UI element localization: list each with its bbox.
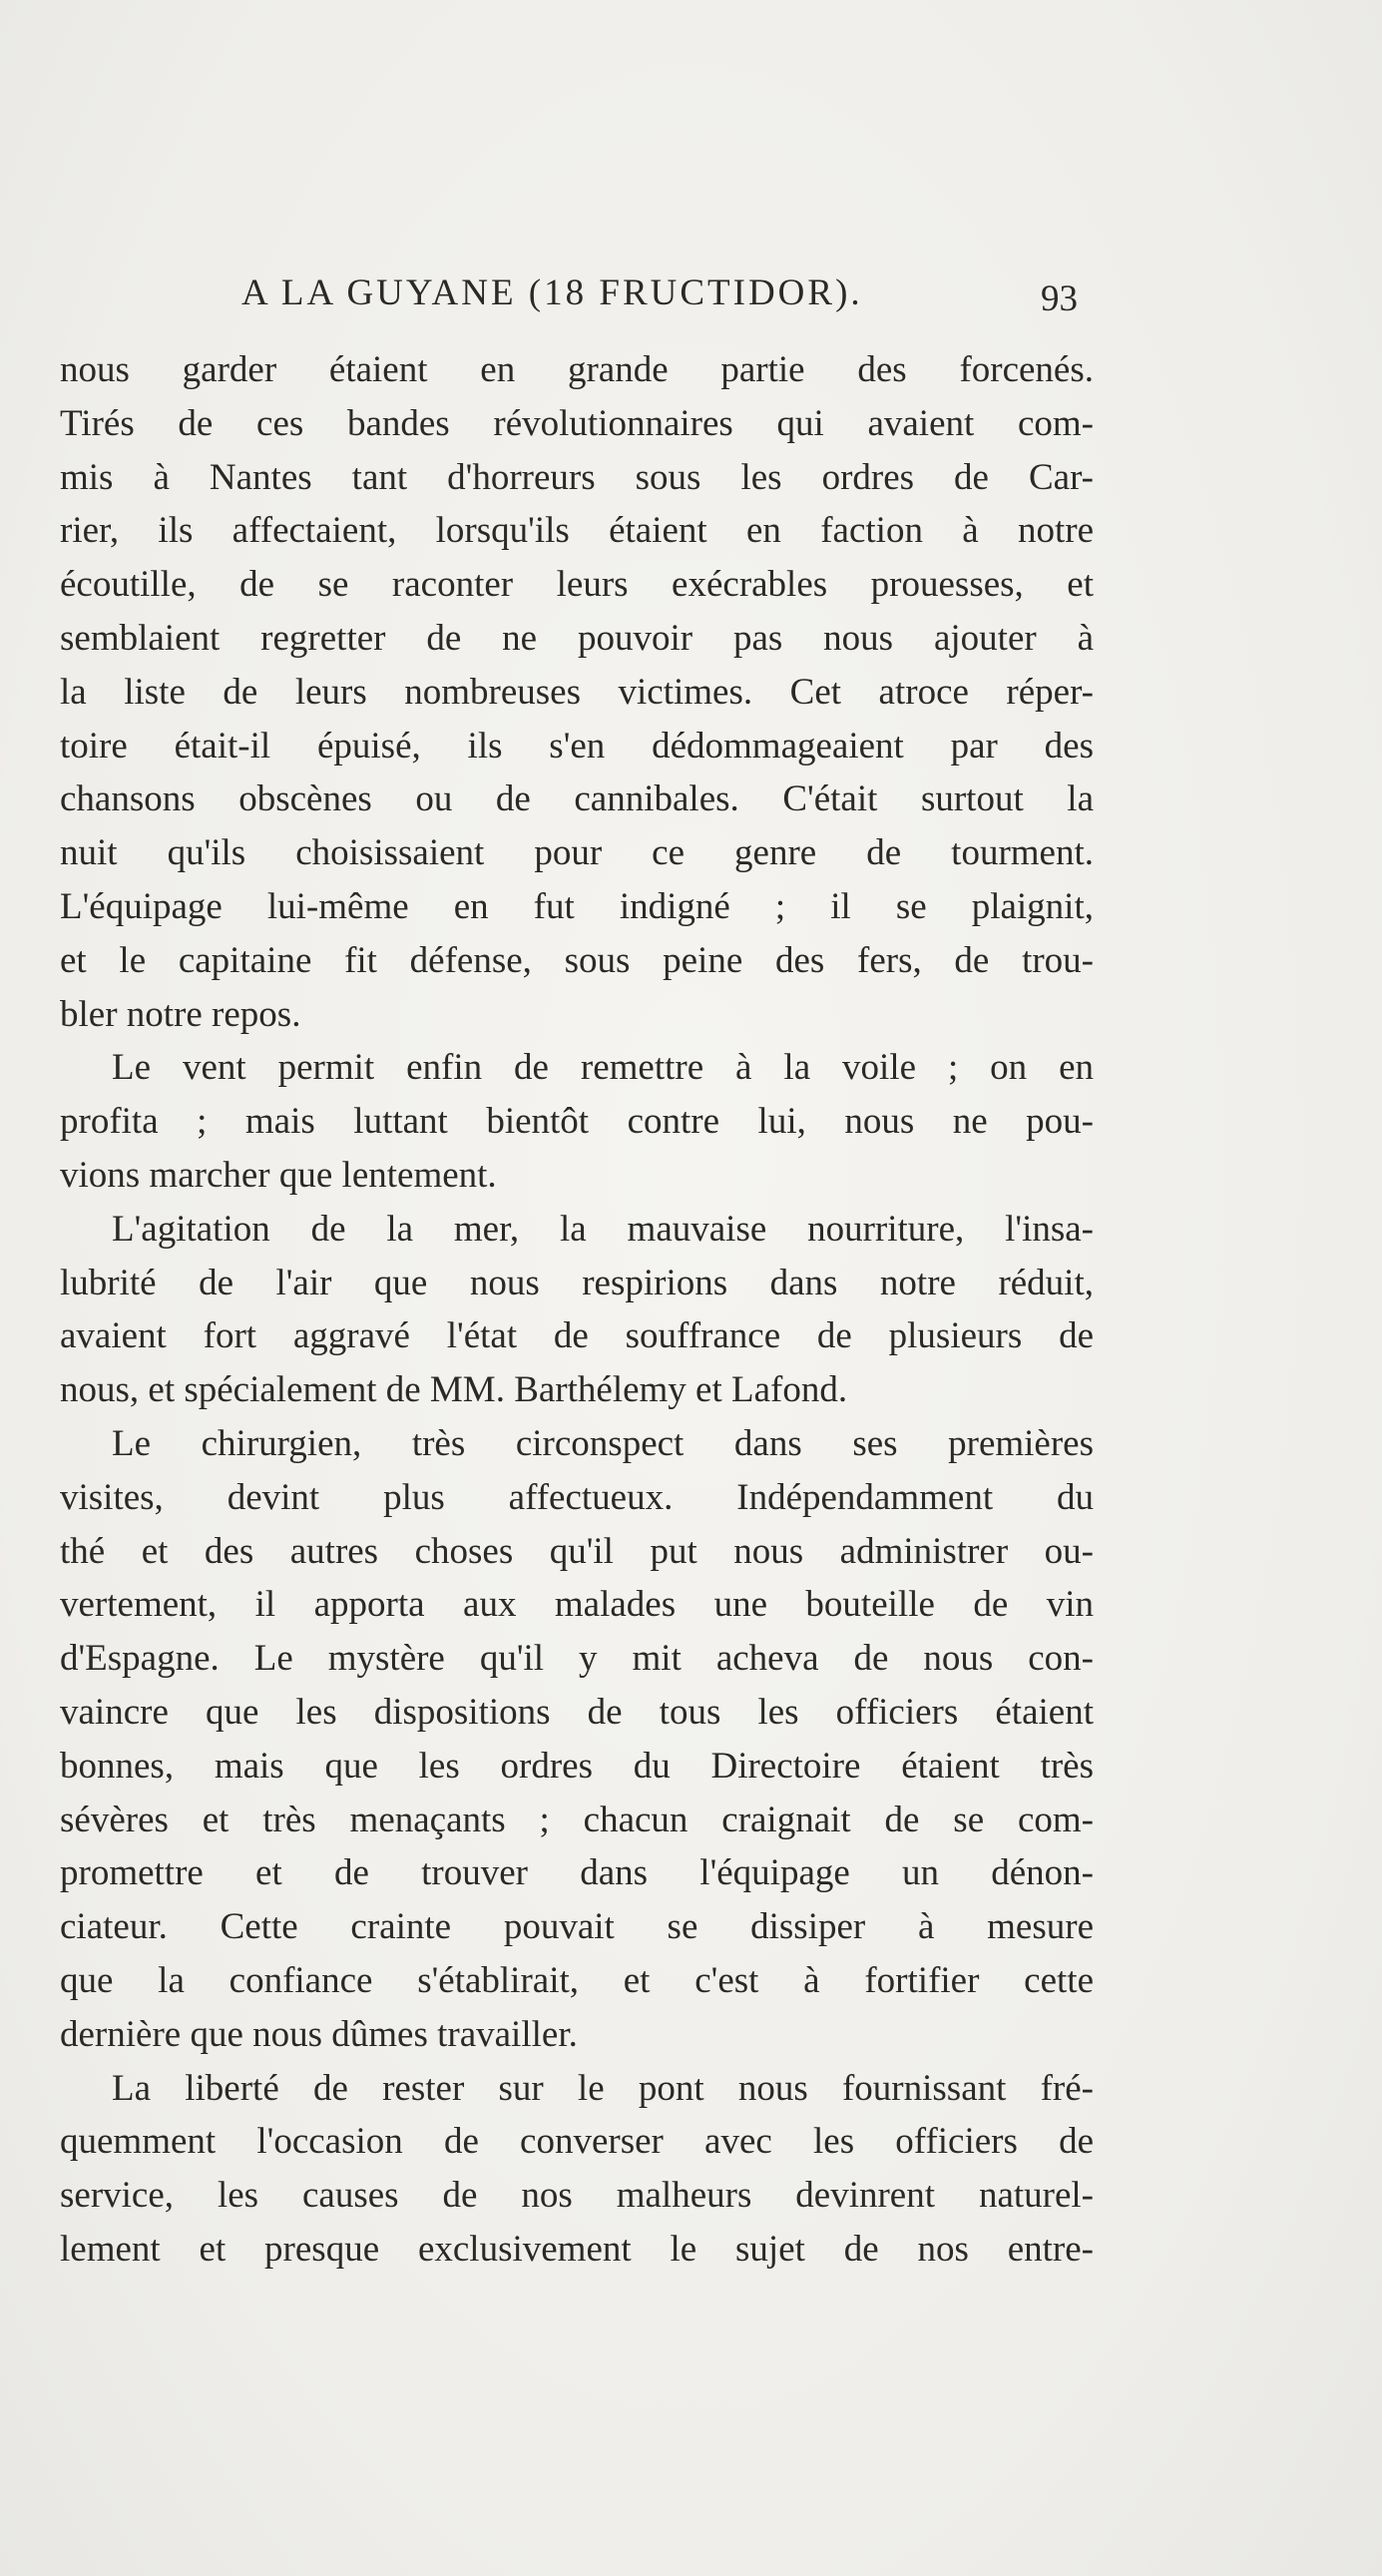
paragraph-end-line: vions marcher que lentement. xyxy=(60,1154,497,1196)
paragraph-end-line: nous, et spécialement de MM. Barthélemy et Lafond. xyxy=(60,1369,848,1411)
text-line: semblaient regretter de ne pouvoir pas nous ajouter à xyxy=(60,617,1094,659)
text-line: promettre et de trouver dans l'équipage un dénon- xyxy=(60,1852,1094,1894)
text-line: ciateur. Cette crainte pouvait se dissiper à mesure xyxy=(60,1906,1094,1948)
text-line: d'Espagne. Le mystère qu'il y mit acheva de nous con- xyxy=(60,1638,1094,1680)
text-line: écoutille, de se raconter leurs exécrables prouesses, et xyxy=(60,564,1094,606)
text-line: et le capitaine fit défense, sous peine des fers, de trou- xyxy=(60,939,1094,981)
text-line: rier, ils affectaient, lorsqu'ils étaient en faction à notre xyxy=(60,510,1094,552)
paragraph-start-line: La liberté de rester sur le pont nous fournissant fré- xyxy=(112,2067,1094,2109)
text-line: nous garder étaient en grande partie des forcenés. xyxy=(60,349,1094,390)
text-line: Tirés de ces bandes révolutionnaires qui avaient com- xyxy=(60,402,1094,444)
text-line: profita ; mais luttant bientôt contre lui, nous ne pou- xyxy=(60,1101,1094,1143)
text-line: que la confiance s'établirait, et c'est à fortifier cette xyxy=(60,1959,1094,2001)
text-line: avaient fort aggravé l'état de souffrance de plusieurs de xyxy=(60,1315,1094,1357)
text-line: service, les causes de nos malheurs devinrent naturel- xyxy=(60,2175,1094,2217)
text-line: quemment l'occasion de converser avec les officiers de xyxy=(60,2121,1094,2163)
running-title: A LA GUYANE (18 FRUCTIDOR). xyxy=(241,272,863,313)
text-line: nuit qu'ils choisissaient pour ce genre de tourment. xyxy=(60,832,1094,874)
text-line: la liste de leurs nombreuses victimes. Cet atroce réper- xyxy=(60,671,1094,713)
paragraph-start-line: Le chirurgien, très circonspect dans ses premières xyxy=(112,1422,1094,1464)
text-line: chansons obscènes ou de cannibales. C'était surtout la xyxy=(60,778,1094,820)
text-line: vertement, il apporta aux malades une bouteille de vin xyxy=(60,1584,1094,1626)
paragraph-end-line: dernière que nous dûmes travailler. xyxy=(60,2013,578,2055)
text-line: sévères et très menaçants ; chacun craignait de se com- xyxy=(60,1799,1094,1840)
text-line: lubrité de l'air que nous respirions dans notre réduit, xyxy=(60,1262,1094,1303)
page-number: 93 xyxy=(1041,278,1078,319)
paragraph-start-line: Le vent permit enfin de remettre à la voile ; on en xyxy=(112,1047,1094,1089)
text-line: vaincre que les dispositions de tous les officiers étaient xyxy=(60,1691,1094,1733)
text-line: mis à Nantes tant d'horreurs sous les ordres de Car- xyxy=(60,456,1094,498)
page-header xyxy=(60,271,1078,331)
text-line: lement et presque exclusivement le sujet de nos entre- xyxy=(60,2228,1094,2270)
paragraph-end-line: bler notre repos. xyxy=(60,993,301,1035)
text-line: bonnes, mais que les ordres du Directoire étaient très xyxy=(60,1745,1094,1787)
paragraph-start-line: L'agitation de la mer, la mauvaise nourriture, l'insa- xyxy=(112,1208,1094,1250)
text-line: toire était-il épuisé, ils s'en dédommageaient par des xyxy=(60,725,1094,767)
body-text xyxy=(60,343,1094,2277)
text-line: visites, devint plus affectueux. Indépendamment du xyxy=(60,1476,1094,1518)
text-line: thé et des autres choses qu'il put nous administrer ou- xyxy=(60,1530,1094,1572)
text-line: L'équipage lui-même en fut indigné ; il se plaignit, xyxy=(60,885,1094,927)
